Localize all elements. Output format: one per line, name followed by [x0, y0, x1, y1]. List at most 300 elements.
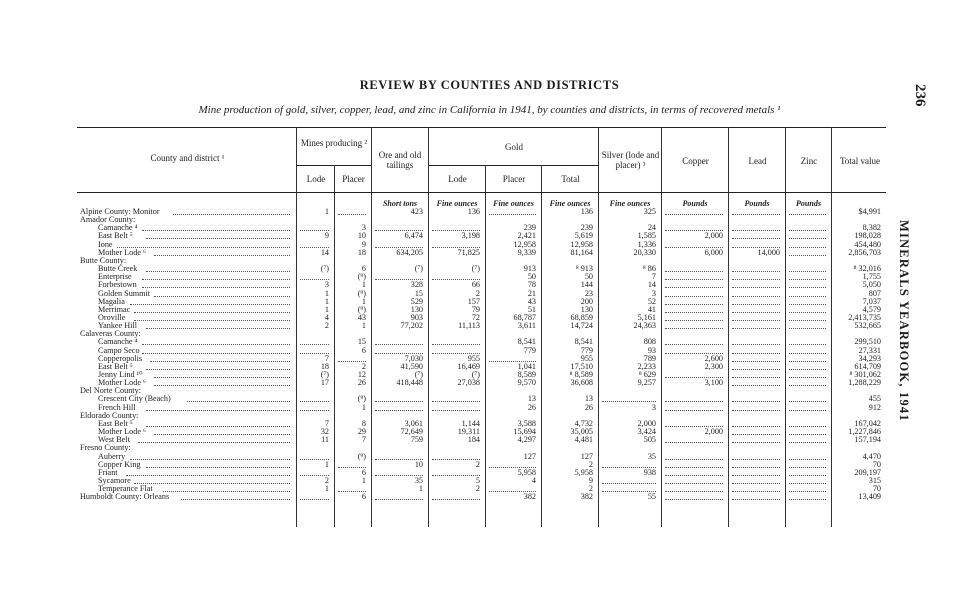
cell-value: 614,709 [854, 361, 881, 371]
cell-gtotal: 8,541 [574, 337, 593, 347]
empty-cell-dots [375, 347, 423, 354]
header-silver: Silver (lode and placer) ³ [601, 150, 660, 170]
cell-placer: (⁹) [357, 304, 366, 314]
cell-ore: 903 [410, 312, 423, 322]
page-title: REVIEW BY COUNTIES AND DISTRICTS [359, 78, 620, 92]
cell-gtotal: 382 [580, 492, 593, 502]
cell-value: 1,755 [862, 272, 881, 282]
cell-gtotal: 13 [584, 394, 593, 404]
cell-glode: 16,469 [457, 361, 480, 371]
cell-lode: 1 [324, 288, 329, 298]
cell-glode: (⁷) [471, 264, 480, 274]
table-row [0, 347, 979, 355]
table-row [0, 232, 979, 240]
leader-dots [130, 453, 290, 460]
cell-value: 5,050 [862, 280, 881, 290]
row-label: Mother Lode ⁶ [98, 378, 146, 388]
empty-cell-dots [665, 241, 723, 248]
table-row [0, 412, 979, 420]
table-row [0, 257, 979, 265]
cell-silver: ⁸ 86 [642, 264, 656, 274]
cell-value: 455 [868, 394, 881, 404]
cell-gtotal: 23 [584, 288, 593, 298]
empty-cell-dots [338, 485, 366, 492]
row-label: Yankee Hill [98, 321, 137, 331]
cell-silver: 3,424 [637, 427, 656, 437]
row-label: Amador County: [80, 215, 136, 225]
leader-dots [154, 428, 290, 435]
empty-cell-dots [665, 298, 723, 305]
row-label: Merrimac [98, 304, 131, 314]
empty-cell-dots [602, 395, 656, 402]
empty-cell-dots [489, 208, 536, 215]
table-caption: Mine production of gold, silver, copper, lead, and zinc in California in 1941, by counties and districts, in terms of recovered metals ¹ [198, 104, 781, 116]
empty-cell-dots [300, 273, 329, 280]
empty-cell-dots [732, 404, 780, 411]
empty-cell-dots [432, 469, 480, 476]
empty-cell-dots [732, 363, 780, 370]
row-label: Calaveras County: [80, 329, 141, 339]
header-zinc: Zinc [800, 156, 818, 166]
row-label: East Belt ⁵ [98, 231, 133, 241]
empty-cell-dots [732, 241, 780, 248]
empty-cell-dots [789, 355, 826, 362]
cell-ore: 634,205 [396, 247, 423, 257]
table-row [0, 265, 979, 273]
cell-placer: 1 [361, 321, 366, 331]
empty-cell-dots [432, 241, 480, 248]
empty-cell-dots [665, 469, 723, 476]
unit-gold-total: Fine ounces [549, 199, 591, 208]
cell-ore: 15 [414, 288, 423, 298]
cell-gtotal: ⁸ 913 [575, 264, 593, 274]
table-row [0, 404, 979, 412]
empty-cell-dots [789, 493, 826, 500]
table-row [0, 493, 979, 501]
cell-ore: 35 [414, 475, 423, 485]
empty-cell-dots [665, 347, 723, 354]
table-row [0, 355, 979, 363]
empty-cell-dots [489, 485, 536, 492]
cell-lode: 4 [324, 312, 329, 322]
row-label: Eldorado County: [80, 410, 139, 420]
cell-silver: ⁸ 629 [638, 370, 656, 379]
leader-dots [142, 347, 290, 354]
empty-cell-dots [732, 461, 780, 468]
cell-gplacer: 78 [527, 280, 536, 290]
cell-lode: 2 [324, 321, 329, 331]
cell-gtotal: 81,164 [570, 247, 593, 257]
cell-placer: 10 [357, 231, 366, 241]
cell-glode: 955 [467, 353, 480, 363]
empty-cell-dots [789, 404, 826, 411]
leader-dots [134, 314, 290, 321]
empty-cell-dots [732, 265, 780, 272]
empty-cell-dots [432, 338, 480, 345]
row-label: Copper King [98, 459, 141, 469]
cell-gplacer: 13 [527, 394, 536, 404]
empty-cell-dots [665, 485, 723, 492]
cell-silver: 5,161 [637, 312, 656, 322]
cell-value: 167,042 [854, 418, 881, 428]
table-row [0, 379, 979, 387]
cell-lode: 1 [324, 296, 329, 306]
cell-value: $4,991 [858, 207, 881, 216]
cell-lode: 2 [324, 475, 329, 485]
table-row [0, 208, 979, 216]
table-row [0, 338, 979, 346]
empty-cell-dots [602, 485, 656, 492]
cell-silver: 24,363 [633, 321, 656, 331]
leader-dots [146, 404, 290, 411]
cell-silver: 938 [643, 467, 656, 477]
cell-silver: 2,000 [637, 418, 656, 428]
empty-cell-dots [732, 420, 780, 427]
cell-silver: 325 [643, 207, 656, 216]
cell-ore: 7,030 [404, 353, 423, 363]
cell-placer: 12 [357, 370, 366, 379]
cell-value: 70 [872, 484, 881, 494]
empty-cell-dots [375, 404, 423, 411]
empty-cell-dots [300, 338, 329, 345]
cell-silver: 14 [647, 280, 656, 290]
leader-dots [146, 461, 290, 468]
empty-cell-dots [375, 493, 423, 500]
row-label: Del Norte County: [80, 386, 141, 396]
table-row [0, 290, 979, 298]
cell-lode: 7 [324, 353, 329, 363]
cell-value: ⁸ 301,062 [849, 370, 881, 379]
row-label: Copperopolis [98, 353, 143, 363]
row-label: Alpine County: Monitor [80, 207, 160, 216]
table-row [0, 314, 979, 322]
row-label: Camanche ⁴ [98, 223, 138, 233]
cell-ore: 418,448 [396, 378, 423, 388]
cell-ore: 41,590 [400, 361, 423, 371]
cell-placer: (⁹) [357, 451, 366, 461]
row-label: Sycamore [98, 475, 131, 485]
cell-silver: 52 [647, 296, 656, 306]
leader-dots [138, 436, 290, 443]
cell-silver: 2,233 [637, 361, 656, 371]
empty-cell-dots [665, 371, 723, 378]
empty-cell-dots [375, 273, 423, 280]
empty-cell-dots [665, 493, 723, 500]
cell-glode: 72 [471, 312, 480, 322]
empty-cell-dots [732, 290, 780, 297]
empty-cell-dots [338, 208, 366, 215]
cell-copper: 2,600 [704, 353, 723, 363]
cell-ore: 77,202 [400, 321, 423, 331]
cell-lode: 1 [324, 484, 329, 494]
header-county: County and district ¹ [150, 153, 225, 163]
empty-cell-dots [732, 469, 780, 476]
empty-cell-dots [665, 322, 723, 329]
empty-cell-dots [789, 420, 826, 427]
cell-ore: (⁷) [414, 264, 423, 274]
cell-glode: 2 [475, 288, 480, 298]
cell-value: 2,856,703 [848, 247, 881, 257]
empty-cell-dots [789, 249, 826, 256]
cell-glode: 2 [475, 484, 480, 494]
empty-cell-dots [338, 355, 366, 362]
cell-gtotal: 144 [580, 280, 593, 290]
cell-value: 13,409 [858, 492, 881, 502]
leader-dots [163, 485, 291, 492]
empty-cell-dots [732, 322, 780, 329]
cell-placer: 1 [361, 280, 366, 290]
cell-lode: 3 [324, 280, 329, 290]
cell-silver: 3 [651, 402, 656, 412]
row-label: Ione [98, 239, 113, 249]
empty-cell-dots [432, 404, 480, 411]
leader-dots [126, 469, 290, 476]
row-label: Forbestown [98, 280, 137, 290]
header-gold-lode: Lode [448, 174, 467, 184]
cell-glode: 66 [471, 280, 480, 290]
header-lode: Lode [306, 174, 326, 184]
cell-gplacer: 50 [527, 272, 536, 282]
cell-ore: 130 [410, 304, 423, 314]
leader-dots [142, 224, 290, 231]
cell-glode: 79 [471, 304, 480, 314]
row-label: East Belt ⁵ [98, 361, 133, 371]
cell-gplacer: 51 [527, 304, 536, 314]
leader-dots [146, 265, 290, 272]
cell-gplacer: 9,570 [517, 378, 536, 388]
cell-gtotal: 9 [588, 475, 593, 485]
empty-cell-dots [732, 371, 780, 378]
cell-lead: 14,000 [757, 247, 780, 257]
cell-copper: 2,000 [704, 231, 723, 241]
table-row [0, 298, 979, 306]
cell-gplacer: 127 [523, 451, 536, 461]
empty-cell-dots [789, 273, 826, 280]
header-ore: Ore and old tailings [378, 150, 422, 170]
row-label: Camanche ⁴ [98, 337, 138, 347]
table-row [0, 461, 979, 469]
empty-cell-dots [300, 469, 329, 476]
empty-cell-dots [732, 338, 780, 345]
empty-cell-dots [732, 355, 780, 362]
empty-cell-dots [732, 306, 780, 313]
row-label: Fresno County: [80, 443, 131, 453]
cell-gtotal: 2 [588, 484, 593, 494]
cell-value: 70 [872, 459, 881, 469]
unit-zinc: Pounds [796, 199, 821, 208]
empty-cell-dots [789, 338, 826, 345]
cell-ore: 10 [414, 459, 423, 469]
cell-value: 209,197 [854, 467, 881, 477]
empty-cell-dots [432, 273, 480, 280]
cell-placer: 6 [361, 264, 366, 274]
empty-cell-dots [789, 363, 826, 370]
cell-placer: 6 [361, 345, 366, 355]
row-label: Magalia [98, 296, 125, 306]
cell-placer: 43 [357, 312, 366, 322]
cell-ore: 6,474 [404, 231, 423, 241]
table-row [0, 428, 979, 436]
leader-dots [142, 281, 290, 288]
cell-silver: 35 [647, 451, 656, 461]
header-copper: Copper [682, 156, 709, 166]
header-total-value: Total value [839, 156, 881, 166]
empty-cell-dots [665, 281, 723, 288]
header-bottom-rule [77, 192, 886, 193]
cell-gplacer: 779 [523, 345, 536, 355]
unit-silver: Fine ounces [609, 199, 651, 208]
row-label: Golden Summit [98, 288, 151, 298]
empty-cell-dots [789, 322, 826, 329]
cell-gplacer: 21 [527, 288, 536, 298]
cell-gtotal: 12,958 [570, 239, 593, 249]
cell-glode: 2 [475, 459, 480, 469]
empty-cell-dots [732, 208, 780, 215]
empty-cell-dots [789, 428, 826, 435]
cell-gtotal: 200 [580, 296, 593, 306]
cell-gplacer: 15,694 [513, 427, 536, 437]
empty-cell-dots [665, 273, 723, 280]
empty-cell-dots [300, 241, 329, 248]
cell-silver: 9,257 [637, 378, 656, 388]
table-row [0, 371, 979, 379]
row-label: Oroville [98, 312, 126, 322]
table-row [0, 444, 979, 452]
cell-gtotal: 36,608 [570, 378, 593, 388]
header-mines-producing: Mines producing ² [300, 138, 368, 148]
gold-subrule [428, 165, 598, 166]
running-head: MINERALS YEARBOOK, 1941 [897, 220, 911, 422]
cell-gtotal: 5,619 [574, 231, 593, 241]
empty-cell-dots [665, 453, 723, 460]
empty-cell-dots [789, 306, 826, 313]
header-top-rule [77, 127, 886, 128]
cell-gtotal: 779 [580, 345, 593, 355]
cell-silver: 505 [643, 435, 656, 445]
cell-silver: 3 [651, 288, 656, 298]
cell-glode: 27,038 [457, 378, 480, 388]
empty-cell-dots [789, 290, 826, 297]
cell-gtotal: 14,724 [570, 321, 593, 331]
leader-dots [134, 477, 290, 484]
leader-dots [130, 298, 290, 305]
empty-cell-dots [732, 273, 780, 280]
cell-value: 157,194 [854, 435, 881, 445]
cell-lode: 11 [321, 435, 329, 445]
table-row [0, 453, 979, 461]
empty-cell-dots [300, 493, 329, 500]
empty-cell-dots [665, 224, 723, 231]
empty-cell-dots [432, 453, 480, 460]
cell-gtotal: 239 [580, 223, 593, 233]
cell-value: 34,293 [858, 353, 881, 363]
empty-cell-dots [665, 290, 723, 297]
row-label: Temperance Flat [98, 484, 153, 494]
cell-lode: 17 [320, 378, 329, 388]
empty-cell-dots [375, 241, 423, 248]
cell-glode: (⁷) [471, 370, 480, 379]
cell-gtotal: 50 [584, 272, 593, 282]
cell-glode: 5 [475, 475, 480, 485]
empty-cell-dots [489, 355, 536, 362]
cell-gplacer: 913 [523, 264, 536, 274]
leader-dots [146, 363, 290, 370]
cell-gtotal: 2 [588, 459, 593, 469]
leader-dots [146, 322, 290, 329]
cell-gplacer: 26 [527, 402, 536, 412]
cell-silver: 41 [647, 304, 656, 314]
cell-ore: 72,649 [400, 427, 423, 437]
table-row [0, 330, 979, 338]
empty-cell-dots [789, 469, 826, 476]
cell-placer: 26 [357, 378, 366, 388]
row-label: West Belt [98, 435, 130, 445]
cell-copper: 2,000 [704, 427, 723, 437]
cell-glode: 157 [467, 296, 480, 306]
leader-dots [142, 338, 290, 345]
cell-value: 1,227,846 [848, 427, 881, 437]
cell-placer: 7 [361, 435, 366, 445]
empty-cell-dots [432, 224, 480, 231]
unit-lead: Pounds [744, 199, 770, 208]
cell-gplacer: 239 [523, 223, 536, 233]
cell-silver: 1,585 [637, 231, 656, 241]
cell-gplacer: 8,589 [517, 370, 536, 379]
empty-cell-dots [732, 314, 780, 321]
cell-placer: 18 [357, 247, 366, 257]
empty-cell-dots [375, 395, 423, 402]
cell-ore: 529 [410, 296, 423, 306]
empty-cell-dots [789, 461, 826, 468]
leader-dots [154, 249, 290, 256]
cell-value: 315 [868, 475, 881, 485]
cell-placer: 15 [357, 337, 366, 347]
cell-gplacer: 382 [523, 492, 536, 502]
table-row [0, 420, 979, 428]
table-row [0, 395, 979, 403]
cell-gtotal: 130 [580, 304, 593, 314]
cell-copper: 6,000 [704, 247, 723, 257]
cell-ore: 1 [418, 484, 423, 494]
empty-cell-dots [732, 493, 780, 500]
row-label: French Hill [98, 402, 136, 412]
row-label: East Belt ⁵ [98, 418, 133, 428]
cell-gtotal: 136 [580, 207, 593, 216]
cell-gplacer: 4,297 [517, 435, 536, 445]
cell-gtotal: 5,958 [574, 467, 593, 477]
leader-dots [154, 371, 290, 378]
cell-ore: 328 [410, 280, 423, 290]
empty-cell-dots [432, 347, 480, 354]
row-label: Humboldt County: Orleans [80, 492, 170, 502]
cell-gtotal: 127 [580, 451, 593, 461]
cell-gplacer: 5,958 [517, 467, 536, 477]
cell-ore: 3,061 [404, 418, 423, 428]
cell-placer: (⁹) [357, 288, 366, 298]
cell-lode: 1 [324, 207, 329, 216]
cell-silver: 20,330 [633, 247, 656, 257]
cell-value: ⁸ 32,016 [853, 264, 881, 274]
cell-glode: 184 [467, 435, 480, 445]
empty-cell-dots [789, 265, 826, 272]
leader-dots [150, 355, 290, 362]
cell-placer: (⁹) [357, 394, 366, 404]
empty-cell-dots [789, 477, 826, 484]
cell-glode: 3,198 [461, 231, 480, 241]
cell-value: 912 [868, 402, 881, 412]
empty-cell-dots [300, 453, 329, 460]
cell-value: 299,510 [854, 337, 881, 347]
